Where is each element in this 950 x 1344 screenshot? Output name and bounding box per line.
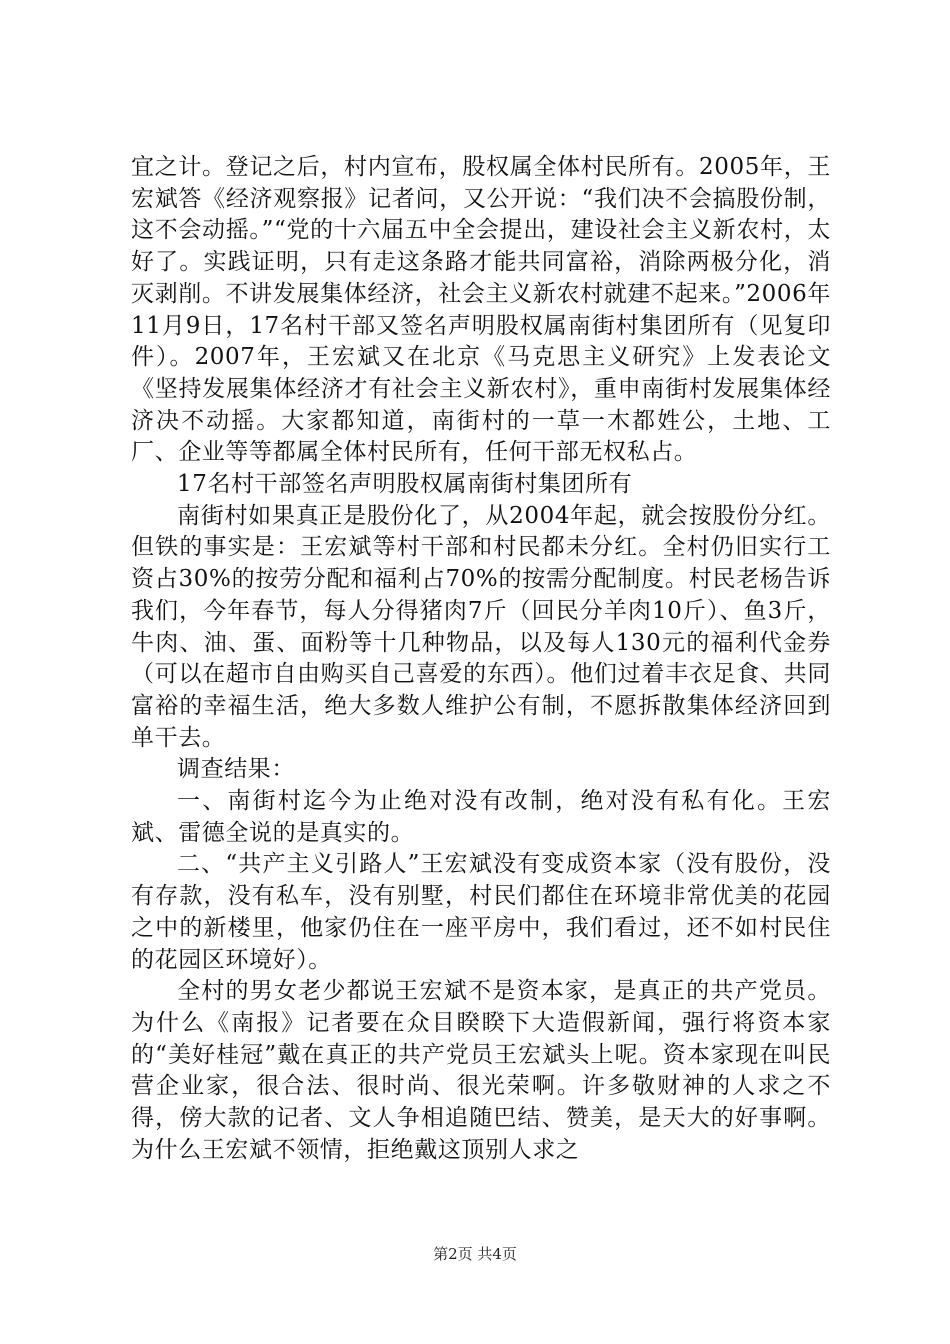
paragraph-result-two: 二、“共产主义引路人”王宏斌没有变成资本家（没有股份，没有存款，没有私车，没有别墅，村民们都住在环境非常优美的花园之中的新楼里，他家仍住在一座平房中，我们看过，还不如村民住的花园区环境好）。 (131, 851, 831, 973)
page-footer: 第2页 共4页 (433, 1245, 517, 1263)
document-body (131, 152, 831, 1167)
paragraph-villagers: 全村的男女老少都说王宏斌不是资本家，是真正的共产党员。为什么《南报》记者要在众目睽睽下大造假新闻，强行将资本家的“美好桂冠”戴在真正的共产党员王宏斌头上呢。资本家现在叫民营企业家，很合法、很时尚、很光荣啊。许多敬财神的人求之不得，傍大款的记者、文人争相追随巴结、赞美，是天大的好事啊。为什么王宏斌不领情，拒绝戴这顶别人求之 (131, 978, 831, 1163)
paragraph-caption: 17名村干部签名声明股权属南街村集团所有 (177, 471, 633, 498)
paragraph-results-heading: 调查结果： (177, 756, 295, 783)
paragraph-dividend: 南街村如果真正是股份化了，从2004年起，就会按股份分红。但铁的事实是：王宏斌等村干部和村民都未分红。全村仍旧实行工资占30%的按劳分配和福利占70%的按需分配制度。村民老杨告诉我们，今年春节，每人分得猪肉7斤（回民分羊肉10斤）、鱼3斤，牛肉、油、蛋、面粉等十几种物品，以及每人130元的福利代金券（可以在超市自由购买自己喜爱的东西）。他们过着丰衣足食、共同富裕的幸福生活，绝大多数人维护公有制，不愿拆散集体经济回到单干去。 (131, 502, 831, 751)
paragraph-result-one: 一、南街村迄今为止绝对没有改制，绝对没有私有化。王宏斌、雷德全说的是真实的。 (131, 788, 831, 846)
paragraph-continuation: 宜之计。登记之后，村内宣布，股权属全体村民所有。2005年，王宏斌答《经济观察报》记者问，又公开说：“我们决不会搞股份制，这不会动摇。”“党的十六届五中全会提出，建设社会主义新农村，太好了。实践证明，只有走这条路才能共同富裕，消除两极分化，消灭剥削。不讲发展集体经济，社会主义新农村就建不起来。”2006年11月9日，17名村干部又签名声明股权属南街村集团所有（见复印件）。2007年，王宏斌又在北京《马克思主义研究》上发表论文《坚持发展集体经济才有社会主义新农村》，重申南街村发展集体经济决不动摇。大家都知道，南街村的一草一木都姓公，土地、工厂、企业等等都属全体村民所有，任何干部无权私占。 (131, 154, 831, 466)
